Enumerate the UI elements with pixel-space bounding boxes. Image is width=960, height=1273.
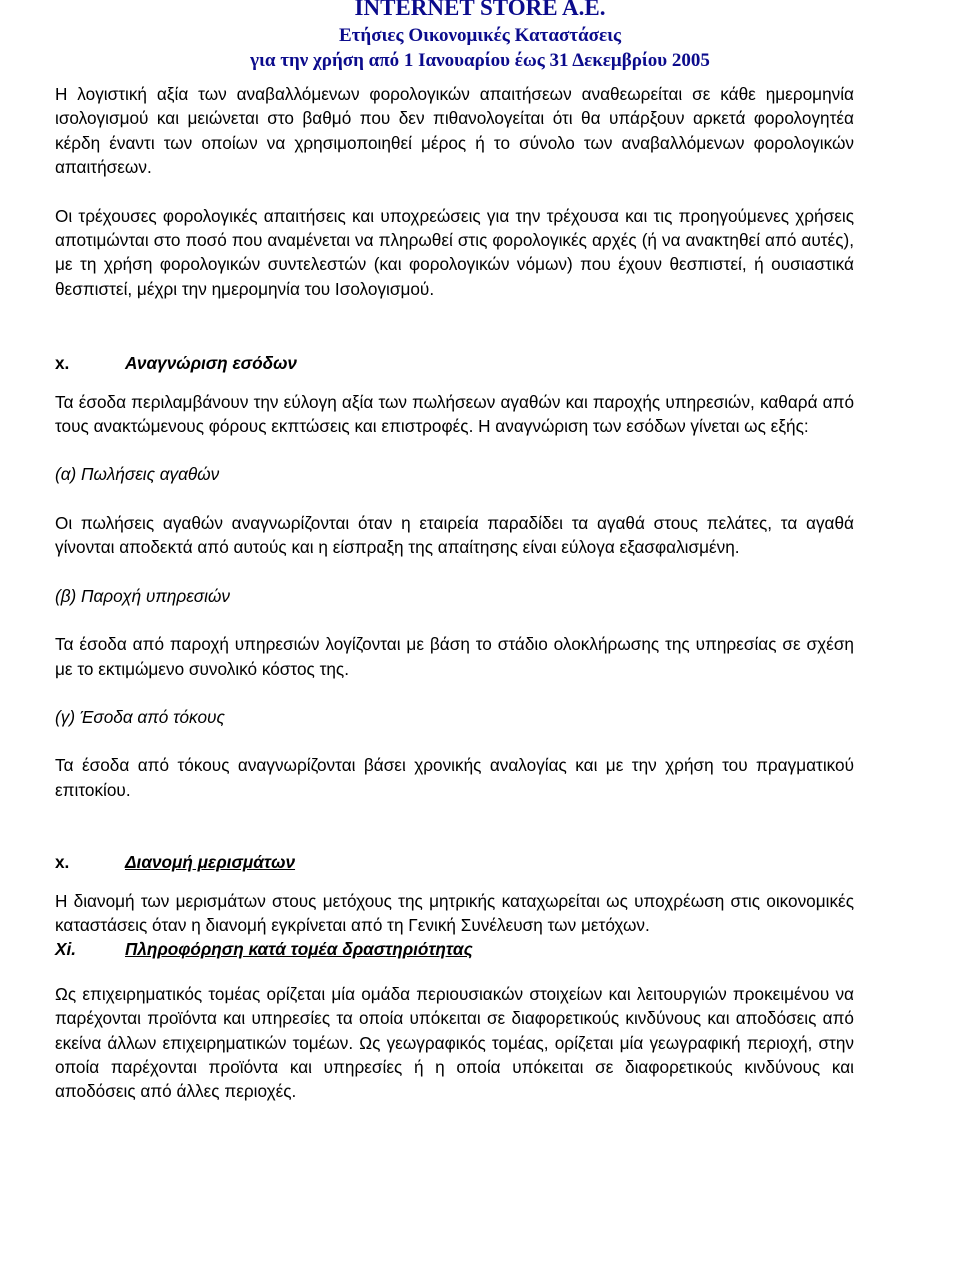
section-heading-segments: [55, 937, 854, 961]
section-heading-dividends: [55, 850, 854, 874]
paragraph-sales-of-goods: Οι πωλήσεις αγαθών αναγνωρίζονται όταν η εταιρεία παραδίδει τα αγαθά στους πελάτες, τα αγαθά γίνονται αποδεκτά από αυτούς και η είσπραξη της απαίτησης είναι εύλογα εξασφαλισμένη.: [55, 512, 854, 558]
section-number: Xi.: [55, 939, 77, 960]
paragraph-services: Τα έσοδα από παροχή υπηρεσιών λογίζονται με βάση το στάδιο ολοκλήρωσης της υπηρεσίας σε σχέση με το εκτιμώμενο συνολικό κόστος της.: [55, 634, 854, 679]
paragraph-segments: Ως επιχειρηματικός τομέας ορίζεται μία ομάδα περιουσιακών στοιχείων και λειτουργιών προκειμένου να παρέχονται προϊόντα και υπηρεσίες τα οποία υπόκειται σε διαφορετικούς κινδύνους και αποδόσεις από εκείνα άλλων επιχειρηματικών τομέων. Ως γεωγραφικός τομέας, ορίζεται μία γεωγραφική περιοχή, στην οποία παρέχονται προϊόντα και υπηρεσίες ή η οποία υπόκειται σε διαφορετικούς κινδύνους και αποδόσεις από άλλες περιοχές.: [55, 983, 854, 1102]
section-heading-revenue: [55, 351, 854, 375]
paragraph-interest-income: Τα έσοδα από τόκους αναγνωρίζονται βάσει χρονικής αναλογίας και με την χρήση του πραγματικού επιτοκίου.: [55, 755, 854, 800]
subheading-interest-income: (γ) Έσοδα από τόκους: [55, 706, 225, 727]
section-number: x.: [55, 353, 70, 374]
section-number: x.: [55, 852, 70, 873]
subheading-sales-of-goods: (α) Πωλήσεις αγαθών: [55, 464, 220, 485]
section-title: Αναγνώριση εσόδων: [125, 353, 297, 374]
subheading-services: (β) Παροχή υπηρεσιών: [55, 585, 230, 606]
paragraph-current-tax: Οι τρέχουσες φορολογικές απαιτήσεις και υποχρεώσεις για την τρέχουσα και τις προηγούμενες χρήσεις αποτιμώνται στο ποσό που αναμένεται να πληρωθεί στις φορολογικές αρχές (ή να ανακτηθεί από αυτές), με τη χρήση φορολογικών συντελεστών (και φορολογικών νόμων) που έχουν θεσπιστεί, ή ουσιαστικά θεσπιστεί, μέχρι την ημερομηνία του Ισολογισμού.: [55, 205, 854, 299]
company-name: INTERNET STORE A.E.: [354, 0, 606, 20]
paragraph-revenue-intro: Τα έσοδα περιλαμβάνουν την εύλογη αξία των πωλήσεων αγαθών και παροχής υπηρεσιών, καθαρά από τους ανακτώμενους φόρους εκπτώσεις και επιστροφές. Η αναγνώριση των εσόδων γίνεται ως εξής:: [55, 391, 854, 437]
document-subtitle: Ετήσιες Οικονομικές Καταστάσεις: [338, 25, 622, 46]
document-body: [55, 82, 854, 1104]
fiscal-period: για την χρήση από 1 Ιανουαρίου έως 31 Δεκεμβρίου 2005: [250, 50, 710, 71]
paragraph-deferred-tax: Η λογιστική αξία των αναβαλλόμενων φορολογικών απαιτήσεων αναθεωρείται σε κάθε ημερομηνία ισολογισμού και μειώνεται στο βαθμό που δεν πιθανολογείται ότι θα υπάρξουν αρκετά φορολογητέα κέρδη έναντι των οποίων να χρησιμοποιηθεί μέρος ή το σύνολο των αναβαλλόμενων φορολογικών απαιτήσεων.: [55, 84, 854, 178]
section-title: Πληροφόρηση κατά τομέα δραστηριότητας: [125, 939, 473, 960]
section-title: Διανομή μερισμάτων: [125, 852, 296, 873]
paragraph-dividends: Η διανομή των μερισμάτων στους μετόχους της μητρικής καταχωρείται ως υποχρέωση στις οικονομικές καταστάσεις όταν η διανομή εγκρίνεται από τη Γενική Συνέλευση των μετόχων.: [55, 890, 854, 935]
